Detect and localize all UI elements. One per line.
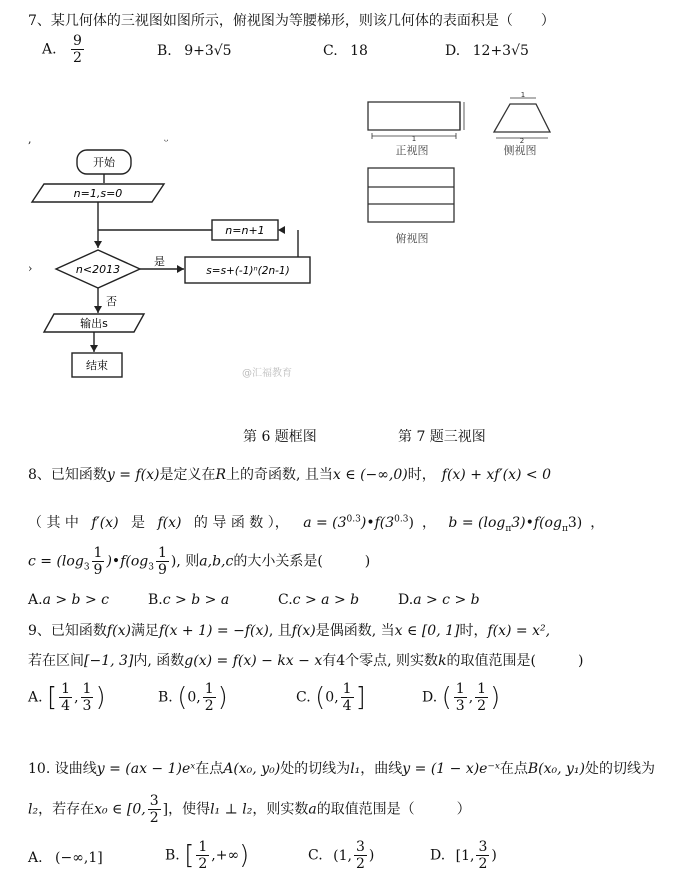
q9-l1-c: 满足 [130,623,159,639]
q8-l2-k: ， [421,515,436,531]
q9-l1-d: f(x + 1) = −f(x) [158,623,269,639]
q9-l2-c: 内, 函数 [133,653,185,669]
q9-a-n2: 1 [82,681,92,697]
q8-option-b[interactable] [148,592,229,608]
side-view-shape [494,104,550,132]
q9-l2-g: 个零点, 则实数 [345,653,439,669]
flow-start-text: 开始 [93,156,115,169]
q9-b-label: B. [158,689,173,706]
q10-l1-j: B(x₀, y₁) [527,761,585,777]
q9-line2 [28,650,583,670]
q9-a-lbracket: [ [47,682,58,713]
stray-mark-2: ᵕ [164,135,169,148]
q7-stem: 7、某几何体的三视图如图所示，俯视图为等腰梯形，则该几何体的表面积是（ ） [28,13,555,29]
q8-b-value: c > b > a [162,592,230,608]
flow-update-s-text: s=s+(-1)ⁿ(2n-1) [206,265,290,277]
q9-d-label: D. [422,689,438,706]
q9-c-v1: 0, [325,689,339,706]
flow-init-text: n=1,s=0 [73,187,123,200]
q9-l1-e: , 且 [268,623,292,639]
q10-option-b[interactable] [165,840,249,871]
q8-l2-i: 0.3 [394,514,409,525]
q7-b-label: B. [157,43,172,59]
q9-a-frac2 [81,682,94,713]
q8-l3-den2: 9 [157,562,167,578]
q8-l3-g: a,b,c [199,553,234,570]
q8-c-value: c > a > b [292,592,360,608]
q9-l2-a: 若在区间 [28,653,84,669]
q8-l2-h: )•f(3 [360,515,395,531]
top-view-shape [368,168,454,222]
q8-l3-num2: 1 [157,545,167,561]
q10-line1 [28,758,655,778]
q8-option-c[interactable] [278,592,359,608]
q9-option-d[interactable]: D. ( $\frac{1}{3}$ , $\frac{1}{2}$ ) [422,681,501,714]
q10-d-v: [1, [455,847,475,864]
q8-c-label: C. [278,592,293,608]
q8-b-label: B. [148,592,163,608]
stray-mark-1: , [28,133,32,146]
q10-line2 [28,794,471,825]
q9-d-d1: 3 [455,698,465,714]
q8-l1-e: 上的奇函数, 且当 [226,467,333,483]
q10-l2-den: 2 [149,810,159,826]
q8-option-d[interactable] [398,592,480,608]
q9-l2-d: g(x) = f(x) − kx − x [184,653,323,669]
q9-b-v1: 0, [187,689,201,706]
q9-a-d2: 3 [82,698,92,714]
q9-l1-j: f(x) = x², [487,623,551,639]
q9-b-d2: 2 [204,698,214,714]
q8-l1-f: x ∈ (−∞,0) [332,467,408,483]
q8-l3-frac2 [156,546,169,577]
q9-l1-h: x ∈ [0, 1] [394,623,460,639]
q10-c-v: (1, [333,847,352,864]
q7-d-label: D. [445,43,461,59]
flow-watermark: @汇福教育 [242,368,292,379]
q10-l1-g: ，曲线 [360,761,403,777]
q8-l2-q: ， [590,515,605,531]
q10-l2-i: 的取值范围是（ ） [316,801,471,818]
q9-d-n2: 1 [477,681,487,697]
q10-d-label: D. [430,847,446,864]
q10-b-tail: ,+∞ [211,847,240,864]
q10-c-label: C. [308,847,323,864]
q10-option-a[interactable] [28,850,103,866]
q10-l2-e: ，使得 [168,801,211,818]
side-view-label: 侧视图 [503,144,537,157]
q8-a-label: A. [28,592,43,608]
q9-l1-i: 时， [459,623,488,639]
q9-a-n1: 1 [61,681,71,697]
q10-d-tail: ) [491,847,497,864]
q10-l2-num: 3 [149,793,159,809]
q8-l3-den: 9 [93,562,103,578]
flow-cond-text: n<2013 [75,263,121,276]
side-dim-top-label: 1 [520,91,526,99]
q9-c-lparen: ( [315,682,326,713]
q10-l2-f: l₁ ⊥ l₂ [210,801,253,818]
q10-l2-a: l₂ [28,801,39,818]
flow-output-text: 输出s [80,317,108,330]
q8-l3-a: c = (log [28,553,84,570]
q9-d-n1: 1 [455,681,465,697]
front-view-shape [368,102,460,130]
q8-l2-p: 3) [567,515,583,531]
q10-l2-frac [148,794,161,825]
q8-l3-h: 的大小关系是( ) [233,553,371,570]
q10-l2-g: ，则实数 [252,801,309,818]
q9-b-frac [203,682,216,713]
q7-c-label: C. [323,43,338,59]
q9-option-b[interactable] [158,682,228,713]
flow-end-text: 结束 [86,359,108,372]
q7-a-num: 9 [73,33,82,49]
q10-option-c[interactable] [308,840,374,871]
q10-l1-k: 处的切线为 [584,761,655,777]
q10-b-num: 1 [198,839,208,855]
q10-l1-b: y = (ax − 1)eˣ [96,761,196,777]
q10-l1-e: 处的切线为 [280,761,351,777]
q10-l2-c: x₀ ∈ [0, [94,801,146,818]
q10-l1-d: A(x₀, y₀) [223,761,281,777]
q9-c-label: C. [296,689,311,706]
q7-b-value: 9+3√5 [184,43,232,59]
flow-no-text: 否 [106,295,117,308]
q7-a-fraction [71,34,84,65]
q10-c-den: 2 [355,856,365,872]
q8-l3-d: 3 [148,562,154,573]
q10-l2-b: ，若存在 [38,801,95,818]
q9-c-rbracket: ] [355,682,366,713]
q9-option-a[interactable]: A. [ $\frac{1}{4}$ , $\frac{1}{3}$ ) [28,681,106,714]
q10-l2-h: a [308,801,317,818]
q8-line3 [28,546,370,577]
q10-l1-h: y = (1 − x)e⁻ˣ [402,761,500,777]
q7-d-value: 12+3√5 [472,43,529,59]
q10-c-tail: ) [368,847,375,864]
q8-l2-g: 0.3 [346,514,361,525]
q9-a-rparen: ) [95,682,106,713]
stray-mark-3: › [28,262,33,275]
q10-a-label: A. [28,850,43,866]
q8-l3-num: 1 [93,545,103,561]
q9-a-frac1 [59,682,72,713]
q9-d-d2: 2 [477,698,487,714]
front-view-label: 正视图 [395,144,429,157]
q10-d-frac [476,840,489,871]
q9-d-frac1 [454,682,467,713]
flow-yes-text: 是 [154,255,165,268]
q8-option-a[interactable] [28,592,109,608]
q7-option-a[interactable] [42,34,86,65]
top-view-label: 俯视图 [395,232,429,245]
q9-l2-b: [−1, 3] [84,653,134,669]
q8-l2-l: b = (log [448,515,506,531]
q8-l2-m: π [505,523,512,534]
q10-b-frac [196,840,209,871]
q10-l1-a: 10. 设曲线 [28,761,97,777]
q9-l2-e: 有 [322,653,337,669]
q8-l2-j: ) [408,515,414,531]
q7-a-label: A. [42,41,57,58]
q9-c-frac [341,682,354,713]
q10-l2-d: ] [162,801,169,818]
caption-fig6: 第 6 题框图 [243,429,317,445]
q10-l1-i: 在点 [499,761,528,777]
q10-b-den: 2 [198,856,208,872]
flow-update-n-text: n=n+1 [225,224,265,237]
q9-a-label: A. [28,689,43,706]
q8-l1-h: f(x) + xf′(x) < 0 [441,467,552,483]
q10-d-den: 2 [478,856,488,872]
q9-c-n2: 1 [342,681,352,697]
q10-option-d[interactable] [430,840,497,871]
q8-l2-e: 的 导 函 数 ）， [193,515,289,531]
q8-l2-o: π [561,523,568,534]
q8-l2-b: f′(x) [91,515,119,531]
flowchart [22,138,332,383]
q9-line1 [28,620,550,640]
q8-l2-c: 是 [131,515,145,531]
q10-l1-c: 在点 [195,761,224,777]
q8-l2-d: f(x) [157,515,182,531]
q9-d-rparen: ) [490,682,501,713]
q10-d-num: 3 [478,839,488,855]
q9-l1-f: f(x) [291,623,316,639]
q10-c-frac [354,840,367,871]
q8-l1-a: 8、已知函数 [28,467,107,483]
q8-l2-n: 3)•f(og [511,515,562,531]
q9-b-n2: 1 [204,681,214,697]
q8-l3-c: )•f(og [106,553,149,570]
q9-b-lparen: ( [177,682,188,713]
q7-a-den: 2 [73,50,82,66]
q8-l3-frac [92,546,105,577]
q8-l2-f: a = (3 [303,515,347,531]
q9-l1-a: 9、已知函数 [28,623,107,639]
q9-l2-f: 4 [336,653,346,669]
q8-l3-e: ) [170,553,177,570]
q8-l3-b: 3 [83,562,90,573]
caption-fig7: 第 7 题三视图 [398,429,486,445]
q8-l2-a: （ 其 中 [28,515,79,531]
q8-l1-d: R [215,467,227,483]
q10-b-lbracket: [ [184,840,195,871]
q8-l1-g: 时， [407,467,436,483]
q8-line2 [28,512,604,534]
q7-c-value: 18 [350,43,368,59]
q7-option-d[interactable] [445,43,529,59]
q9-l2-i: 的取值范围是( ) [446,653,584,669]
q10-l1-f: l₁ [350,761,361,777]
side-dim-bottom-label: 2 [519,137,525,145]
q9-d-lparen: ( [441,682,452,713]
q10-b-label: B. [165,847,180,864]
q8-l1-c: 是定义在 [159,467,216,483]
q8-l1-b: y = f(x) [106,467,160,483]
q9-l1-b: f(x) [106,623,131,639]
q8-d-value: a > c > b [413,592,480,608]
q9-option-c[interactable] [296,682,366,713]
q10-b-rparen: ) [239,840,250,871]
q8-l3-f: , 则 [176,553,200,570]
q8-a-value: a > b > c [42,592,109,608]
q9-d-frac2 [475,682,488,713]
q7-option-c[interactable] [323,43,368,59]
q9-c-d2: 4 [342,698,352,714]
q8-line1 [28,464,551,484]
q9-a-d1: 4 [61,698,71,714]
front-dim-label: 1 [411,135,417,143]
q7-option-b[interactable] [157,43,232,59]
q8-d-label: D. [398,592,414,608]
q9-l1-g: 是偶函数, 当 [315,623,395,639]
q10-a-value: (−∞,1] [55,850,103,866]
three-views [360,90,560,250]
q9-l2-h: k [438,653,447,669]
q10-c-num: 3 [355,839,365,855]
q9-b-rparen: ) [217,682,228,713]
